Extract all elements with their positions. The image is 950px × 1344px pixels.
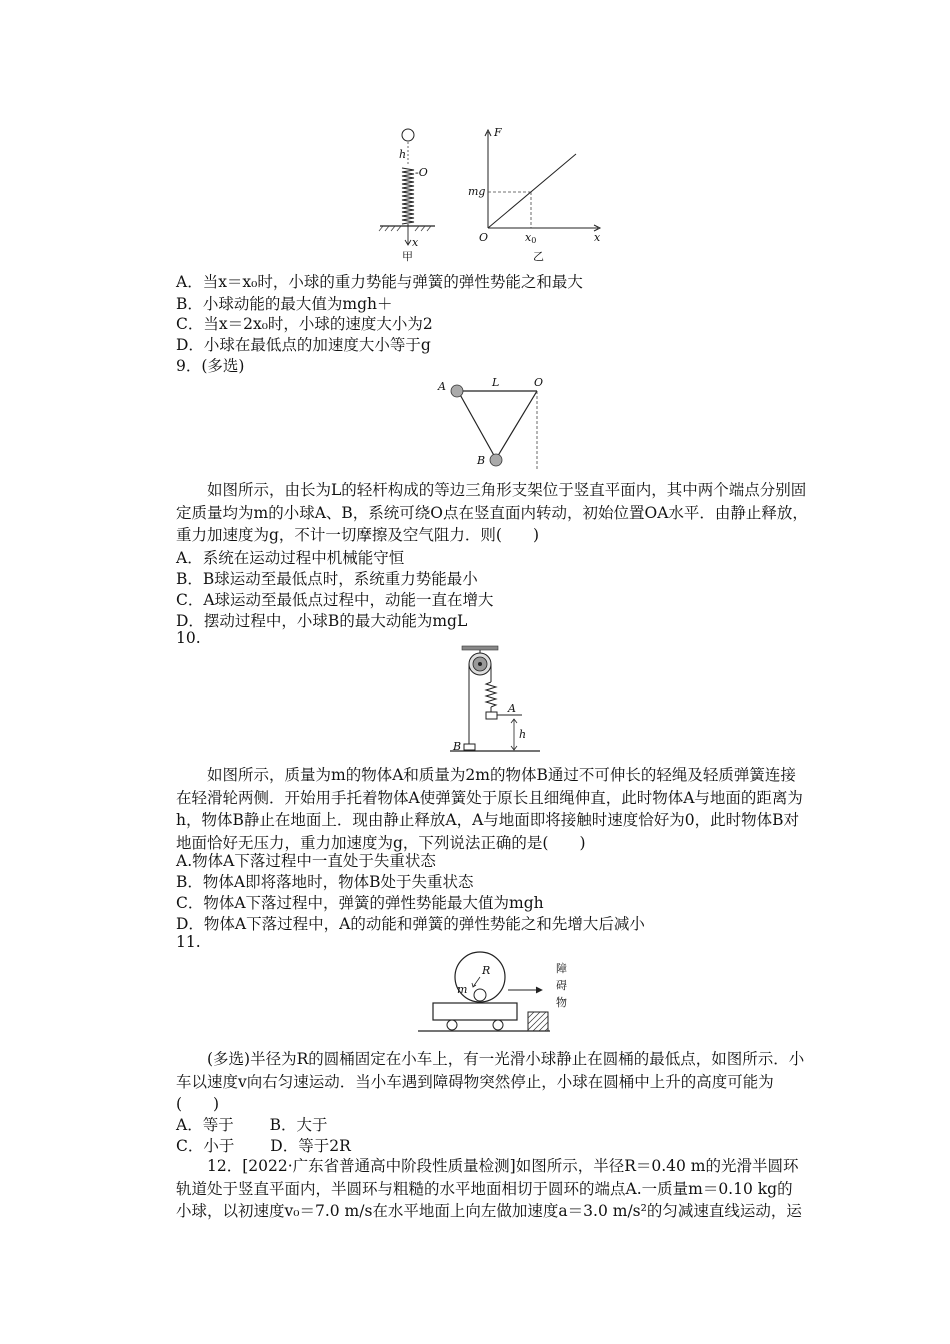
q8-option-d: D．小球在最低点的加速度大小等于g <box>176 336 431 354</box>
figure-pulley <box>450 646 560 758</box>
q10-option-b: B．物体A即将落地时，物体B处于失重状态 <box>176 873 474 891</box>
q9-option-a: A．系统在运动过程中机械能守恒 <box>176 549 405 567</box>
label-h: h <box>519 728 527 741</box>
figure-spring <box>375 124 445 264</box>
label-a: A <box>438 380 446 393</box>
label-mg: mg <box>468 185 486 198</box>
f-x-graph <box>468 124 608 264</box>
caption-jia: 甲 <box>402 250 413 263</box>
q10-option-a: A.物体A下落过程中一直处于失重状态 <box>176 852 436 870</box>
ceiling <box>462 646 498 650</box>
q11-options-row1: A．等于 B．大于 <box>176 1116 328 1134</box>
q11-number: 11. <box>176 933 201 951</box>
wheel-left <box>447 1020 457 1030</box>
q10-option-c: C．物体A下落过程中，弹簧的弹性势能最大值为mgh <box>176 894 544 912</box>
q9-number: 9．(多选) <box>176 357 245 375</box>
q10-number: 10. <box>176 629 201 647</box>
label-F: F <box>494 126 502 139</box>
q9-option-c: C．A球运动至最低点过程中，动能一直在增大 <box>176 591 494 609</box>
ball <box>402 129 414 141</box>
q11-options-row2: C．小于 D．等于2R <box>176 1137 351 1155</box>
rod-ob <box>496 391 537 459</box>
block-a <box>486 712 497 719</box>
label-a: A <box>508 702 516 715</box>
obstacle-char-1: 障 <box>556 962 567 975</box>
label-x: x <box>412 236 419 249</box>
pulley-diagram <box>450 646 560 758</box>
label-o: O <box>534 376 544 389</box>
q10-option-d: D．物体A下落过程中，A的动能和弹簧的弹性势能之和先增大后减小 <box>176 915 645 933</box>
label-r: R <box>482 964 491 977</box>
label-h: h <box>399 148 407 161</box>
figure-triangle <box>430 372 560 472</box>
cart-diagram <box>418 952 588 1044</box>
force-line <box>488 154 576 228</box>
triangle-diagram <box>430 372 560 472</box>
spring-coil <box>402 168 414 224</box>
spring <box>486 682 496 707</box>
q11-stem: (多选)半径为R的圆桶固定在小车上，有一光滑小球静止在圆桶的最低点，如图所示．小车以速度v向右匀速运动．当小车遇到障碍物突然停止，小球在圆桶中上升的高度可能为( ) <box>176 1050 805 1113</box>
q10-stem: 如图所示，质量为m的物体A和质量为2m的物体B通过不可伸长的轻绳及轻质弹簧连接在轻滑轮两侧．开始用手托着物体A使弹簧处于原长且细绳伸直，此时物体A与地面的距离为h，物体B静止在地面上．现由静止释放A，A与地面即将接触时速度恰好为0，此时物体B对地面恰好无压力，重力加速度为g，下列说法正确的是( ) <box>176 766 803 852</box>
obstacle-char-3: 物 <box>556 996 567 1009</box>
wheel-right <box>493 1020 503 1030</box>
label-b: B <box>477 454 486 467</box>
q8-option-a: A．当x＝x₀时，小球的重力势能与弹簧的弹性势能之和最大 <box>176 273 583 291</box>
ball-a <box>451 385 463 397</box>
label-x-axis: x <box>594 231 601 244</box>
label-o: -O <box>415 166 428 179</box>
label-origin: O <box>479 231 489 244</box>
figure-cart <box>418 952 588 1044</box>
cart-body <box>433 1003 517 1020</box>
q9-option-b: B．B球运动至最低点时，系统重力势能最小 <box>176 570 478 588</box>
label-l: L <box>492 376 500 389</box>
q9-stem: 如图所示，由长为L的轻杆构成的等边三角形支架位于竖直平面内，其中两个端点分别固定质量均为m的小球A、B，系统可绕O点在竖直面内转动，初始位置OA水平．由静止释放，重力加速度为g，不计一切摩擦及空气阻力．则( ) <box>176 481 808 544</box>
obstacle-char-2: 碍 <box>556 979 567 992</box>
q9-option-d: D．摆动过程中，小球B的最大动能为mgL <box>176 612 468 630</box>
small-ball <box>474 989 486 1001</box>
block-b <box>464 744 475 750</box>
figure-graph <box>468 124 608 264</box>
label-m: m <box>457 983 468 996</box>
caption-yi: 乙 <box>533 250 544 263</box>
q8-option-c: C．当x＝2x₀时，小球的速度大小为2 <box>176 315 433 333</box>
spring-diagram <box>375 124 445 264</box>
q12-stem: 12．[2022·广东省普通高中阶段性质量检测]如图所示，半径R＝0.40 m的光滑半圆环轨道处于竖直平面内，半圆环与粗糙的水平地面相切于圆环的端点A.一质量m＝0.10 kg的小球，以初速度v₀＝7.0 m/s在水平地面上向左做加速度a＝3.0 m/s²的匀减速直线运动，运 <box>176 1157 802 1220</box>
rod-ab <box>458 391 496 459</box>
label-b: B <box>453 740 462 753</box>
ball-b <box>490 454 502 466</box>
q8-option-b: B．小球动能的最大值为mgh＋ <box>176 295 393 313</box>
label-x0: x0 <box>525 231 537 245</box>
